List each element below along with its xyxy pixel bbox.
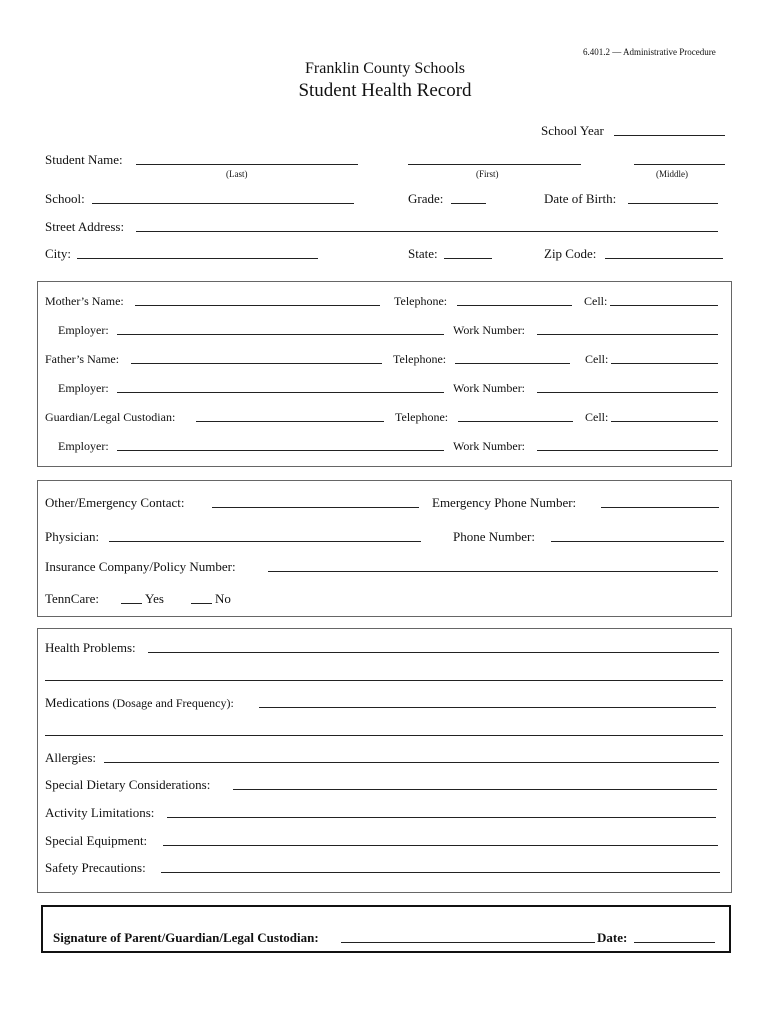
- special-equipment-label: Special Equipment:: [45, 833, 148, 848]
- dob-label: Date of Birth:: [544, 191, 617, 206]
- guardian-employer-field[interactable]: [117, 450, 444, 451]
- tenncare-no-label: No: [215, 591, 231, 606]
- street-address-label: Street Address:: [45, 219, 125, 234]
- emergency-contact-label: Other/Emergency Contact:: [45, 495, 185, 510]
- tenncare-yes-label: Yes: [145, 591, 164, 606]
- activity-limitations-field[interactable]: [167, 817, 716, 818]
- allergies-label: Allergies:: [45, 750, 97, 765]
- school-field[interactable]: [92, 203, 354, 204]
- mother-work-number-label: Work Number:: [453, 323, 526, 337]
- mother-telephone-label: Telephone:: [394, 294, 448, 308]
- dietary-label: Special Dietary Considerations:: [45, 777, 211, 792]
- mother-cell-label: Cell:: [584, 294, 608, 308]
- father-employer-field[interactable]: [117, 392, 444, 393]
- medications-label-text: Medications: [45, 695, 110, 710]
- medications-field[interactable]: [259, 707, 716, 708]
- student-middle-name-field[interactable]: [634, 164, 725, 165]
- form-title: Student Health Record: [298, 80, 472, 101]
- physician-field[interactable]: [109, 541, 421, 542]
- father-telephone-label: Telephone:: [393, 352, 447, 366]
- last-caption: (Last): [226, 169, 248, 179]
- signature-label: Signature of Parent/Guardian/Legal Custodian:: [53, 930, 319, 945]
- city-label: City:: [45, 246, 72, 261]
- signature-date-field[interactable]: [634, 942, 715, 943]
- allergies-field[interactable]: [104, 762, 719, 763]
- school-label: School:: [45, 191, 85, 206]
- medications-label: [45, 695, 234, 711]
- dietary-field[interactable]: [233, 789, 717, 790]
- insurance-field[interactable]: [268, 571, 718, 572]
- guardian-work-number-label: Work Number:: [453, 439, 526, 453]
- signature-field[interactable]: [341, 942, 595, 943]
- health-problems-field[interactable]: [148, 652, 719, 653]
- tenncare-yes-blank[interactable]: [121, 603, 142, 604]
- first-caption: (First): [476, 169, 499, 179]
- student-last-name-field[interactable]: [136, 164, 358, 165]
- medications-note: (Dosage and Frequency):: [112, 696, 234, 710]
- guardian-cell-field[interactable]: [611, 421, 718, 422]
- student-first-name-field[interactable]: [408, 164, 581, 165]
- father-name-field[interactable]: [131, 363, 382, 364]
- health-section: [37, 628, 732, 893]
- student-name-label: Student Name:: [45, 152, 123, 167]
- medications-field-continued[interactable]: [45, 735, 723, 736]
- tenncare-no-blank[interactable]: [191, 603, 212, 604]
- father-name-label: Father’s Name:: [45, 352, 120, 366]
- insurance-label: Insurance Company/Policy Number:: [45, 559, 236, 574]
- zip-code-label: Zip Code:: [544, 246, 597, 261]
- middle-caption: (Middle): [656, 169, 688, 179]
- grade-label: Grade:: [408, 191, 444, 206]
- procedure-reference: 6.401.2 — Administrative Procedure: [583, 47, 716, 57]
- guardian-cell-label: Cell:: [585, 410, 609, 424]
- physician-phone-field[interactable]: [551, 541, 724, 542]
- zip-code-field[interactable]: [605, 258, 723, 259]
- emergency-contact-field[interactable]: [212, 507, 419, 508]
- father-work-number-label: Work Number:: [453, 381, 526, 395]
- guardian-name-field[interactable]: [196, 421, 384, 422]
- physician-label: Physician:: [45, 529, 100, 544]
- mother-telephone-field[interactable]: [457, 305, 572, 306]
- guardian-telephone-field[interactable]: [458, 421, 573, 422]
- emergency-phone-field[interactable]: [601, 507, 719, 508]
- mother-name-label: Mother’s Name:: [45, 294, 124, 308]
- mother-employer-label: Employer:: [58, 323, 109, 337]
- safety-precautions-label: Safety Precautions:: [45, 860, 146, 875]
- tenncare-label: TennCare:: [45, 591, 99, 606]
- father-employer-label: Employer:: [58, 381, 109, 395]
- emergency-phone-label: Emergency Phone Number:: [432, 495, 577, 510]
- signature-date-label: Date:: [597, 930, 628, 945]
- organization-name: Franklin County Schools: [304, 60, 465, 77]
- mother-name-field[interactable]: [135, 305, 380, 306]
- guardian-name-label: Guardian/Legal Custodian:: [45, 410, 176, 424]
- guardian-work-number-field[interactable]: [537, 450, 718, 451]
- activity-limitations-label: Activity Limitations:: [45, 805, 155, 820]
- school-year-field[interactable]: [614, 135, 725, 136]
- guardian-employer-label: Employer:: [58, 439, 109, 453]
- guardian-telephone-label: Telephone:: [395, 410, 449, 424]
- physician-phone-label: Phone Number:: [453, 529, 535, 544]
- special-equipment-field[interactable]: [163, 845, 718, 846]
- mother-cell-field[interactable]: [610, 305, 718, 306]
- health-problems-label: Health Problems:: [45, 640, 136, 655]
- school-year-label: School Year: [541, 123, 604, 138]
- dob-field[interactable]: [628, 203, 718, 204]
- safety-precautions-field[interactable]: [161, 872, 720, 873]
- parents-section: [37, 281, 732, 467]
- father-work-number-field[interactable]: [537, 392, 718, 393]
- father-telephone-field[interactable]: [455, 363, 570, 364]
- street-address-field[interactable]: [136, 231, 718, 232]
- father-cell-field[interactable]: [611, 363, 718, 364]
- mother-work-number-field[interactable]: [537, 334, 718, 335]
- father-cell-label: Cell:: [585, 352, 609, 366]
- city-field[interactable]: [77, 258, 318, 259]
- health-problems-field-continued[interactable]: [45, 680, 723, 681]
- mother-employer-field[interactable]: [117, 334, 444, 335]
- grade-field[interactable]: [451, 203, 486, 204]
- state-label: State:: [408, 246, 438, 261]
- state-field[interactable]: [444, 258, 492, 259]
